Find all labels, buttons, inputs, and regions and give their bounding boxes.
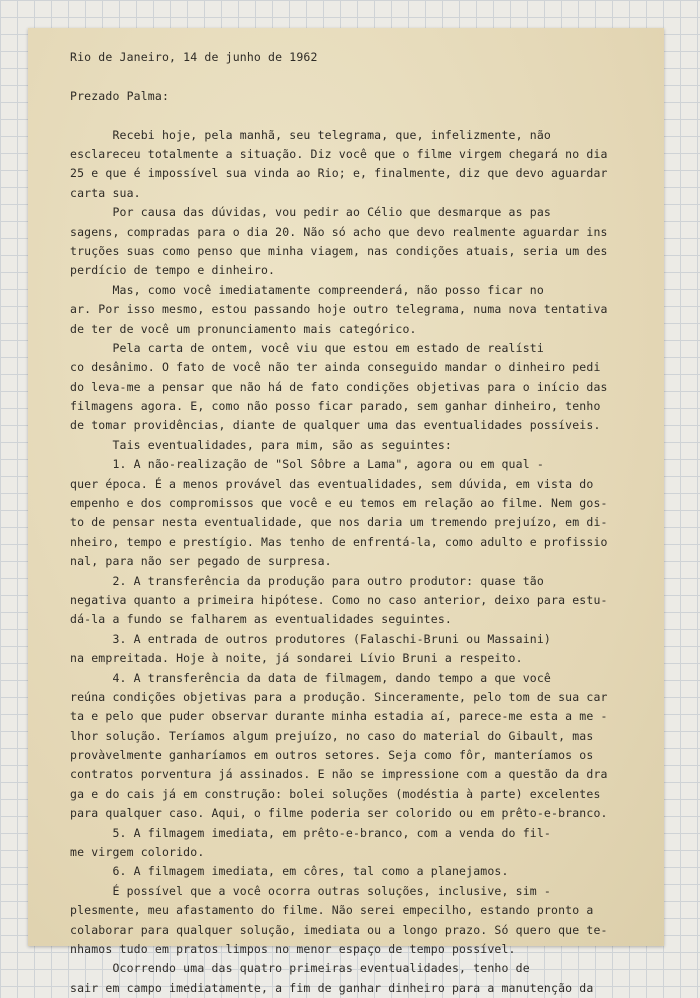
letter-line: ga e do cais já em construção: bolei soluções (modéstia à parte) excelentes (70, 786, 601, 801)
letter-line: 6. A filmagem imediata, em côres, tal como a planejamos. (70, 864, 509, 879)
letter-line: É possível que a você ocorra outras soluções, inclusive, sim - (70, 883, 552, 898)
letter-line: Pela carta de ontem, você viu que estou em estado de realísti (70, 340, 544, 355)
letter-line: empenho e dos compromissos que você e eu temos em relação ao filme. Nem gos- (70, 496, 608, 511)
letter-date: Rio de Janeiro, 14 de junho de 1962 (70, 50, 318, 64)
letter-line: colaborar para qualquer solução, imediata ou a longo prazo. Só quero que te- (70, 922, 608, 937)
letter-line: carta sua. (70, 185, 141, 200)
letter-line: Mas, como você imediatamente compreenderá, não posso ficar no (70, 282, 544, 297)
letter-line: reúna condições objetivas para a produção. Sinceramente, pelo tom de sua car (70, 689, 608, 704)
letter-line: to de pensar nesta eventualidade, que nos daria um tremendo prejuízo, em di- (70, 515, 608, 530)
letter-line: dá-la a fundo se falharem as eventualidades seguintes. (70, 612, 452, 627)
letter-line: ar. Por isso mesmo, estou passando hoje outro telegrama, numa nova tentativa (70, 302, 608, 317)
letter-line: de ter de você um pronunciamento mais categórico. (70, 321, 417, 336)
letter-line: 4. A transferência da data de filmagem, dando tempo a que você (70, 670, 552, 685)
letter-line: truções suas como penso que minha viagem, nas condições atuais, seria um des (70, 243, 608, 258)
letter-line: 2. A transferência da produção para outro produtor: quase tão (70, 573, 544, 588)
letter-line: na empreitada. Hoje à noite, já sondarei Lívio Bruni a respeito. (70, 651, 523, 666)
letter-line: nal, para não ser pegado de surpresa. (70, 554, 332, 569)
letter-line: 1. A não-realização de "Sol Sôbre a Lama", agora ou em qual - (70, 457, 544, 472)
letter-line: nheiro, tempo e prestígio. Mas tenho de enfrentá-la, como adulto e profissio (70, 534, 608, 549)
letter-line: sair em campo imediatamente, a fim de ganhar dinheiro para a manutenção da (70, 980, 594, 995)
letter-line: co desânimo. O fato de você não ter ainda conseguido mandar o dinheiro pedi (70, 360, 601, 375)
letter-line: esclareceu totalmente a situação. Diz você que o filme virgem chegará no dia (70, 146, 608, 161)
letter-line: quer época. É a menos provável das eventualidades, sem dúvida, em vista do (70, 476, 594, 491)
letter-line: sagens, compradas para o dia 20. Não só acho que devo realmente aguardar ins (70, 224, 608, 239)
letter-line: 25 e que é impossível sua vinda ao Rio; e, finalmente, diz que devo aguardar (70, 166, 608, 181)
letter-line: negativa quanto a primeira hipótese. Como no caso anterior, deixo para estu- (70, 592, 608, 607)
letter-line: provàvelmente ganharíamos em outros setores. Seja como fôr, manteríamos os (70, 748, 594, 763)
letter-line: Por causa das dúvidas, vou pedir ao Célio que desmarque as pas (70, 205, 552, 220)
letter-salutation: Prezado Palma: (70, 88, 170, 103)
letter-line: perdício de tempo e dinheiro. (70, 263, 276, 278)
letter-line: 3. A entrada de outros produtores (Falaschi-Bruni ou Massaini) (70, 631, 552, 646)
letter-line: contratos porventura já assinados. E não se impressione com a questão da dra (70, 767, 608, 782)
letter-line: plesmente, meu afastamento do filme. Não serei empecilho, estando pronto a (70, 903, 594, 918)
letter-line: para qualquer caso. Aqui, o filme poderia ser colorido ou em prêto-e-branco. (70, 806, 608, 821)
letter-line: de tomar providências, diante de qualquer uma das eventualidades possíveis. (70, 418, 601, 433)
letter-line: Recebi hoje, pela manhã, seu telegrama, que, infelizmente, não (70, 127, 552, 142)
letter-line: ta e pelo que puder observar durante minha estadia aí, parece-me esta a me - (70, 709, 608, 724)
letter-line: Ocorrendo uma das quatro primeiras eventualidades, tenho de (70, 961, 530, 976)
letter-line: filmagens agora. E, como não posso ficar parado, sem ganhar dinheiro, tenho (70, 399, 601, 414)
letter-body (70, 48, 660, 998)
letter-line: me virgem colorido. (70, 845, 205, 860)
letter-paragraphs (70, 126, 660, 998)
letter-line: Tais eventualidades, para mim, são as seguintes: (70, 437, 452, 452)
letter-line: 5. A filmagem imediata, em prêto-e-branco, com a venda do fil- (70, 825, 552, 840)
letter-line: do leva-me a pensar que não há de fato condições objetivas para o início das (70, 379, 608, 394)
letter-sheet (28, 28, 664, 995)
letter-line: nhamos tudo em pratos limpos no menor espaço de tempo possível. (70, 942, 516, 956)
letter-line: lhor solução. Teríamos algum prejuízo, no caso do material do Gibault, mas (70, 728, 594, 743)
